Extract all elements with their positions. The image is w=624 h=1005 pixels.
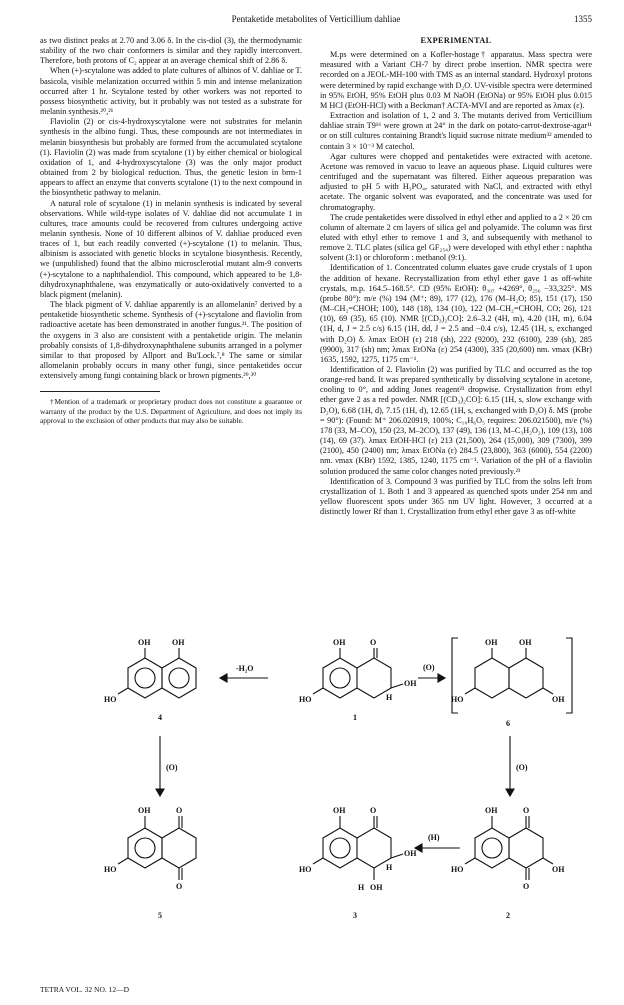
- paragraph: Identification of 3. Compound 3 was purified by TLC from the solns left from crystallization of 1. Both 1 and 3 appeared as quenched spots under 254 nm and yellow fluorescent spots under 365 nm UV light. However, 3 occurred at a distinctly lower Rf than 1. Crystallization from ethyl ether gave 3 as off-white: [320, 476, 592, 517]
- paragraph: Identification of 2. Flaviolin (2) was purified by TLC and occurred as the top orange-red band. It was prepared synthetically by dissolving scytalone in acetone, cooling to 0°, and adding Jones reagent²³ dropwise. Crystallization from ethyl ether gave 2 as a red powder. NMR [(CD₃)₂CO]: 6.15 (1H, s, slow exchange with D₂O), 6.68 (1H, d), 7.15 (1H, d), 12.65 (1H, s, exchanged with D₂O) δ. MS (probe = 90°): (Found: M⁺ 206.020919, 100%; C₁₀H₆O₅ requires: 206.021500), m/e (%) 178 (33, M–CO), 150 (23, M–2CO), 137 (49), 136 (13, M–C₃H₂O₂), 109 (13), 108 (14), 69 (37). λmax EtOH-HCl (ε) 213 (21,500), 264 (15,000), 309 (7300), 399 (2100), 450 (2400) nm; λmax EtONa (ε) 284.5 (23,800), 363 (6000), 554 (2200) nm. νmax (KBr) 1592, 1385, 1240, 1175 cm⁻¹. Variation of the pH of a flaviolin solution produced the same color changes noted previously.²³: [320, 365, 592, 476]
- aromatic-circle: [330, 668, 350, 688]
- svg-text:OH: OH: [404, 849, 417, 858]
- footnote-rule: [40, 391, 160, 392]
- paragraph: A natural role of scytalone (1) in melanin synthesis is indicated by several observations. While wild-type isolates of V. dahliae did not accumulate 1 in cultures, trace amounts could be recovered from cultures undergoing active melanin synthesis. None of 10 different albinos of V. dahliae produced even traces of 1, but each readily converted (+)-scytalone (1) to melanin. Thus, albinism is associated with genetic blocks in scytalone biosynthesis. Recently, we (unpublished) found that the albino microsclerotial mutant alm-9 converts (+)-scytalone to a naphthalendiol. This compound, which appeared to be 1,8-dihydroxynaphthalene, was enzymatically or auto-oxidatively converted to a black pigment (melanin).: [40, 198, 302, 299]
- aromatic-circle: [482, 838, 502, 858]
- svg-text:HO: HO: [451, 695, 464, 704]
- compound-label: 3: [353, 911, 357, 920]
- compound-label: 6: [506, 719, 510, 728]
- footnote: †Mention of a trademark or proprietary product does not constitute a guarantee or warranty of the product by the U.S. Department of Agriculture, and does not imply its approval to the exclusion of other products that may also be suitable.: [40, 397, 302, 425]
- svg-text:OH: OH: [333, 806, 346, 815]
- svg-text:HO: HO: [299, 865, 312, 874]
- ring: [509, 828, 543, 868]
- compound-label: 2: [506, 911, 510, 920]
- compound-label: 5: [158, 911, 162, 920]
- svg-text:OH: OH: [138, 638, 151, 647]
- svg-text:OH: OH: [172, 638, 185, 647]
- svg-text:HO: HO: [299, 695, 312, 704]
- arrow-label: (O): [423, 663, 435, 672]
- arrow-label: -H₂O: [236, 664, 254, 673]
- reaction-scheme: [40, 628, 592, 958]
- svg-text:OH: OH: [519, 638, 532, 647]
- svg-text:H: H: [386, 693, 393, 702]
- arrow-label: (O): [166, 763, 178, 772]
- svg-text:OH: OH: [485, 806, 498, 815]
- section-heading: EXPERIMENTAL: [420, 36, 492, 45]
- svg-text:H: H: [358, 883, 365, 892]
- ring: [323, 828, 357, 868]
- ring: [162, 828, 196, 868]
- running-header: [40, 14, 592, 28]
- svg-text:H: H: [386, 863, 393, 872]
- ring: [128, 828, 162, 868]
- svg-text:OH: OH: [485, 638, 498, 647]
- ring: [323, 658, 357, 698]
- aromatic-circle: [169, 668, 189, 688]
- page-number: 1355: [574, 14, 592, 24]
- compound-label: 1: [353, 713, 357, 722]
- right-column: [320, 36, 592, 517]
- svg-text:OH: OH: [404, 679, 417, 688]
- ring: [357, 828, 391, 868]
- svg-text:O: O: [370, 806, 377, 815]
- paragraph: as two distinct peaks at 2.70 and 3.06 δ. In the cis-diol (3), the thermodynamic stability of the two chair conformers is similar and they rapidly interconvert. Therefore, both protons of C₂ appear at an average chemical shift of 2.86 δ.: [40, 36, 302, 66]
- aromatic-circle: [135, 838, 155, 858]
- paragraph: When (+)-scytalone was added to plate cultures of albinos of V. dahliae or T. basicola, visible melanization occurred within 5 min and intense melanization occurred after 1 hr. Scytalone tested by other workers was not reported to possess biosynthetic activity, but it probably was not tested as a substrate for melanin synthesis.²⁰,²¹: [40, 66, 302, 117]
- paragraph: Agar cultures were chopped and pentaketides were extracted with acetone. Acetone was removed in vacuo to leave an aqueous phase. Liquid cultures were centrifuged and the supernatant was filtered. Either aqueous preparation was adjusted to pH 5 with H₃PO₄, saturated with NaCl, and extracted with ethyl acetate. The organic solvent was evaporated, and the concentrate was used for chromatography.: [320, 151, 592, 212]
- aromatic-circle: [135, 668, 155, 688]
- svg-text:O: O: [523, 806, 530, 815]
- svg-text:HO: HO: [451, 865, 464, 874]
- ring: [162, 658, 196, 698]
- svg-text:O: O: [176, 806, 183, 815]
- paragraph: Extraction and isolation of 1, 2 and 3. The mutants derived from Verticillium dahliae strain T9¹⁶ were grown at 24° in the dark on potato-carrot-dextrose-agar¹¹ or on still cultures containing Brandt's liquid sucrose nitrate medium³² amended to contain 3 × 10⁻³ M catechol.: [320, 111, 592, 151]
- paragraph: Identification of 1. Concentrated column eluates gave crude crystals of 1 upon the addition of hexane. Recrystallization from ethyl ether gave 1 as off-white crystals, m.p. 164.5–168.5°. CD (95% EtOH): θ₃₀₇ +4269°, θ₂₅₆ −33,325°. MS (probe 80°): m/e (%) 194 (M⁺; 89), 177 (12), 176 (M–H₂O; 85), 151 (17), 150 (M–CH₂=CHOH; 100), 148 (18), 134 (10), 122 (M–CH₂=CHOH, CO; 26), 121 (10), 69 (35), 65 (10). NMR [(CD₃)₂CO]: 2.6–3.2 (4H, m), 4.20 (1H, m), 6.04 (1H, d, J = 2.5 c/s) 6.15 (1H, dd, J = 2.5 and −0.4 c/s), 12.45 (1H, s, exchanged with D₂O) δ. λmax EtOH (ε) 218 (sh), 222 (9200), 232 (6100), 239 (sh), 285 (9900), 317 (sh) nm; λmax EtONa (ε) 254 (4300), 335 (20,600) nm. νmax (KBr) 1635, 1592, 1275, 1175 cm⁻¹.: [320, 263, 592, 364]
- svg-text:O: O: [370, 638, 377, 647]
- paragraph: Flaviolin (2) or cis-4-hydroxyscytalone were not substrates for melanin synthesis in the albino fungi. Thus, these compounds are not intermediates in melanin biosynthesis but probably are formed from the accumulated scytalone (1). Flaviolin (2) was made from scytalone (1) by either chemical or biological oxidation of 1, and 4-hydroxyscytalone (3) was the only major product obtained from 2 by biological reduction. Thus, the genetic lesion in brm-1 appears to affect an enzyme that converts scytalone (1) to the next compound in the biosynthetic pathway to melanin.: [40, 117, 302, 198]
- paragraph: The crude pentaketides were dissolved in ethyl ether and applied to a 2 × 20 cm column of alternate 2 cm layers of silica gel and polyamide. The column was first eluted with ethyl ether to remove 1 and 3, and subsequently with methanol to remove 2. TLC plates (silica gel GF₂₅₄) were developed with ethyl ether : naphtha solvent (3:1) or chloroform : methanol (9:1).: [320, 212, 592, 263]
- running-title: Pentaketide metabolites of Verticillium dahliae: [231, 14, 401, 24]
- ring: [128, 658, 162, 698]
- svg-text:OH: OH: [333, 638, 346, 647]
- left-column: [40, 36, 302, 425]
- paragraph: M.ps were determined on a Kofler-hostage† apparatus. Mass spectra were measured with a Variant CH-7 by direct probe insertion. NMR spectra were recorded on a JEOL-MH-100 with TMS as an internal standard. Hydroxyl protons were determined by rapid exchange with D₂O. UV-visible spectra were determined in 95% EtOH, 95% EtOH plus 0.03 M NaOH (EtONa) or 95% EtOH plus 0.015 M HCl (EtOH-HCl) with a Beckman† ACTA-MVI and are reported as λmax (ε).: [320, 50, 592, 110]
- svg-text:HO: HO: [104, 695, 117, 704]
- svg-text:O: O: [176, 882, 183, 891]
- ring: [357, 658, 391, 698]
- ring: [475, 828, 509, 868]
- svg-text:OH: OH: [552, 695, 565, 704]
- ring: [509, 658, 543, 698]
- journal-footer: TETRA VOL. 32 NO. 12—D: [40, 985, 130, 994]
- aromatic-circle: [330, 838, 350, 858]
- ring: [475, 658, 509, 698]
- compound-label: 4: [158, 713, 162, 722]
- svg-text:HO: HO: [104, 865, 117, 874]
- svg-text:OH: OH: [370, 883, 383, 892]
- paragraph: The black pigment of V. dahliae apparently is an allomelanin⁷ derived by a pentaketide biosynthetic scheme. Synthesis of (+)-scytalone and flaviolin from radioactive acetate has been demonstrated in another fungus.²¹. The position of the oxygens in 3 also are consistent with a pentaketide origin. The melanin probably consists of 1,8-dihydroxynaphthalene subunits arranged in a polymer similar to that proposed by Allport and Bu'Lock.⁷,⁸ The same or similar allomelanin probably occurs in many other fungi, since pentaketides occur extensively among fungi containing black or brown pigments.²⁹,³⁰: [40, 300, 302, 381]
- svg-text:OH: OH: [138, 806, 151, 815]
- arrow-label: (H): [428, 833, 440, 842]
- svg-text:O: O: [523, 882, 530, 891]
- arrow-label: (O): [516, 763, 528, 772]
- svg-text:OH: OH: [552, 865, 565, 874]
